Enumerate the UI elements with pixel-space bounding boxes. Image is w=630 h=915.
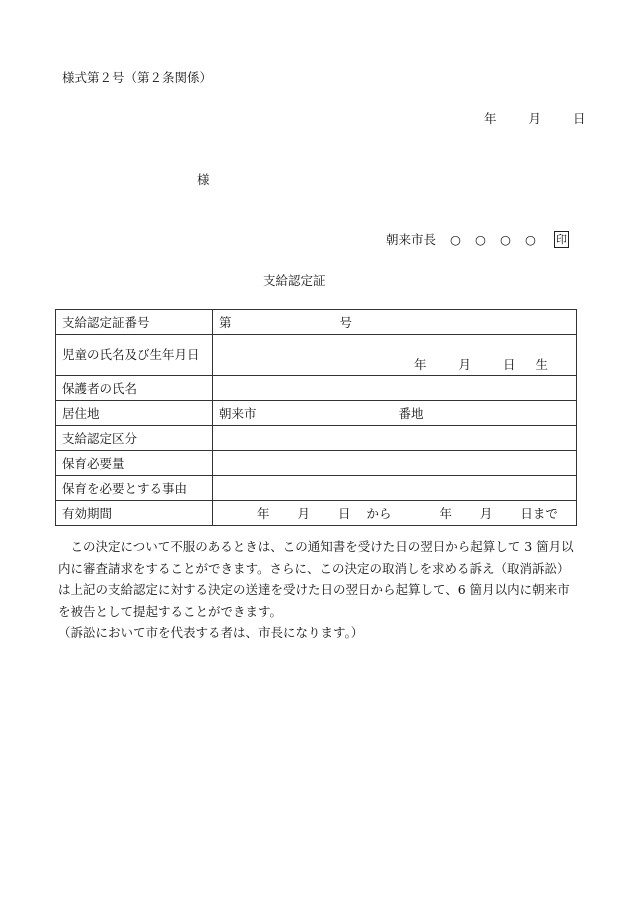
- valid-to-day-until: 日まで: [520, 506, 558, 521]
- residence-city: 朝来市: [219, 406, 257, 421]
- cert-number-label: 支給認定証番号: [56, 310, 213, 335]
- cert-number-prefix: 第: [219, 315, 232, 330]
- issue-date-month: 月: [528, 111, 541, 126]
- cert-number-cell: [213, 310, 577, 335]
- validity-label: 有効期間: [56, 501, 213, 526]
- residence-label: 居住地: [56, 401, 213, 426]
- table-row: [56, 501, 577, 526]
- birth-year: 年: [414, 357, 427, 372]
- appeal-notice: [58, 536, 578, 644]
- addressee-honorific: 様: [197, 172, 210, 187]
- amount-label: 保育必要量: [56, 451, 213, 476]
- table-row: [56, 310, 577, 335]
- category-cell: [213, 426, 577, 451]
- reason-cell: [213, 476, 577, 501]
- form-number: 様式第２号（第２条関係）: [62, 70, 213, 85]
- litigation-representative-note: （訴訟において市を代表する者は、市長になります。）: [58, 625, 364, 640]
- issue-date-day: 日: [572, 111, 586, 126]
- certificate-table: [55, 309, 577, 526]
- table-row: [56, 401, 577, 426]
- placeholder-circle: ○: [525, 231, 536, 247]
- category-label: 支給認定区分: [56, 426, 213, 451]
- birth-suffix: 生: [535, 357, 548, 372]
- table-row: [56, 476, 577, 501]
- issuer-title: 朝来市長: [386, 232, 437, 247]
- valid-from-word: から: [366, 506, 392, 521]
- seal-stamp: 印: [556, 232, 568, 246]
- issuer-name-placeholder: [450, 232, 550, 247]
- validity-cell: [213, 501, 577, 526]
- issue-date: [484, 109, 585, 127]
- document-title: 支給認定証: [263, 273, 326, 288]
- issue-date-year: 年: [484, 111, 497, 126]
- valid-from-month: 月: [297, 506, 310, 521]
- placeholder-circle: ○: [475, 231, 486, 247]
- appeal-notice-text: この決定について不服のあるときは、この通知書を受けた日の翌日から起算して 3 箇月以内に審査請求をすることができます。さらに、この決定の取消しを求める訴え（取消訴訟）は上記の支給認定に対する決定の送達を受けた日の翌日から起算して、6 箇月以内に朝来市を被告として提起することができます。: [58, 539, 574, 619]
- birth-month: 月: [458, 357, 472, 372]
- placeholder-circle: ○: [500, 231, 511, 247]
- valid-to-year: 年: [439, 506, 452, 521]
- guardian-cell: [213, 376, 577, 401]
- valid-to-month: 月: [479, 506, 493, 521]
- valid-from-day: 日: [337, 506, 351, 521]
- placeholder-circle: ○: [450, 231, 461, 247]
- residence-suffix: 番地: [398, 406, 424, 421]
- valid-from-year: 年: [257, 506, 270, 521]
- table-row: [56, 451, 577, 476]
- guardian-label: 保護者の氏名: [56, 376, 213, 401]
- table-row: [56, 376, 577, 401]
- issuer-line: [386, 230, 569, 248]
- amount-cell: [213, 451, 577, 476]
- table-row: [56, 426, 577, 451]
- child-label: 児童の氏名及び生年月日: [56, 335, 213, 376]
- residence-cell: [213, 401, 577, 426]
- child-cell: [213, 335, 577, 376]
- reason-label: 保育を必要とする事由: [56, 476, 213, 501]
- cert-number-suffix: 号: [339, 315, 352, 330]
- birth-date: [414, 355, 548, 373]
- birth-day: 日: [503, 357, 516, 372]
- table-row: [56, 335, 577, 376]
